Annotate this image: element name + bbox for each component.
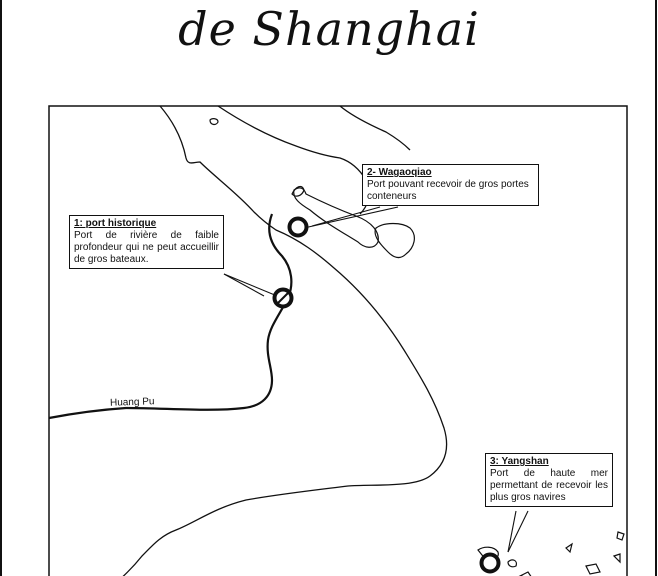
callout-line-3 [508, 511, 516, 552]
callout-description: Port de rivière de faible profondeur qui ne peut accueillir de gros bateaux. [74, 230, 219, 265]
callout-heading: 3: Yangshan [490, 456, 549, 467]
callout-heading: 2- Wagaoqiao [367, 167, 432, 178]
callout-port-wagaoqiao [362, 164, 539, 206]
port-marker-wagaoqiao [290, 219, 307, 236]
island [520, 572, 532, 576]
port-marker-historique [275, 290, 292, 307]
callout-port-yangshan [485, 453, 613, 507]
callout-port-historique [69, 215, 224, 269]
callout-description: Port de haute mer permettant de recevoir les plus gros navires [490, 468, 608, 503]
river-label-huang-pu: Huang Pu [109, 396, 155, 409]
callout-heading: 1: port historique [74, 218, 157, 229]
island [210, 119, 218, 125]
island [566, 544, 572, 552]
island [375, 224, 414, 258]
port-marker-yangshan [482, 555, 499, 572]
island [586, 564, 600, 574]
north-shore-upper [340, 106, 410, 150]
map-title: de Shanghai [178, 2, 480, 56]
callout-description: Port pouvant recevoir de gros portes conteneurs [367, 179, 529, 202]
island [617, 532, 624, 540]
island [614, 554, 620, 562]
callout-line-3b [508, 511, 528, 552]
island [508, 560, 516, 567]
callout-line-1b [224, 274, 264, 296]
